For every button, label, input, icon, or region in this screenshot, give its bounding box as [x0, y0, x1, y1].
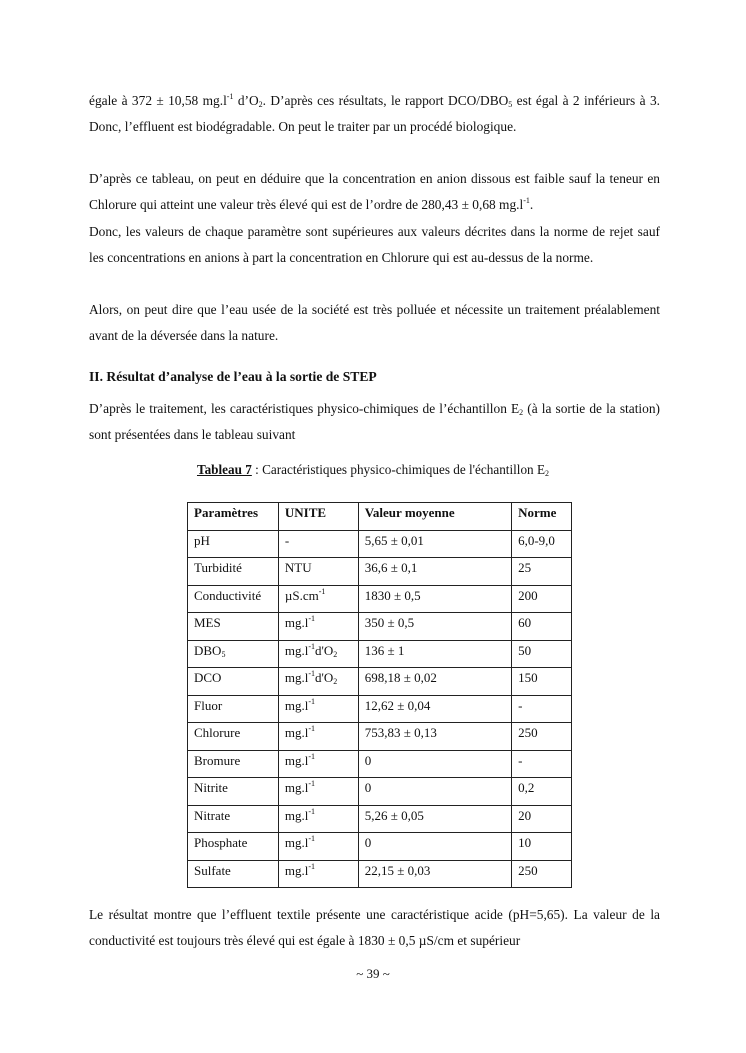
column-header-parameter: Paramètres	[188, 503, 279, 531]
cell-parameter: Chlorure	[188, 723, 279, 751]
cell-norm: 20	[512, 805, 572, 833]
cell-mean-value: 753,83 ± 0,13	[358, 723, 511, 751]
cell-mean-value: 0	[358, 833, 511, 861]
cell-unit: $mg.l^{-1}$	[278, 860, 358, 888]
paragraph-anion-concentration: D’après ce tableau, on peut en déduire que la concentration en anion dissous est faible sauf la teneur en Chlorure qui atteint une valeur très élevé qui est de l’ordre de 280,43 ± 0,68 $mg.l^{-1}$.	[89, 171, 660, 212]
cell-mean-value: 1830 ± 0,5	[358, 585, 511, 613]
table-row	[188, 723, 572, 751]
table-row	[188, 833, 572, 861]
cell-unit: $mg.l^{-1}$	[278, 723, 358, 751]
cell-unit: $mg.l^{-1}d'O_2$	[278, 640, 358, 668]
table-caption-label: Tableau 7	[196, 462, 252, 477]
table-row	[188, 695, 572, 723]
cell-parameter: $DBO_5$	[188, 640, 279, 668]
table-row	[188, 640, 572, 668]
table-caption: Tableau 7 : Caractéristiques physico-chimiques de l'échantillon $E_2$	[196, 462, 549, 478]
cell-norm: -	[512, 695, 572, 723]
cell-mean-value: 0	[358, 750, 511, 778]
cell-unit: -	[278, 530, 358, 558]
cell-parameter: Nitrite	[188, 778, 279, 806]
cell-norm: 150	[512, 668, 572, 696]
page-number: ~ 39 ~	[356, 966, 390, 981]
cell-mean-value: 136 ± 1	[358, 640, 511, 668]
cell-norm: 250	[512, 860, 572, 888]
cell-unit: $mg.l^{-1}$	[278, 613, 358, 641]
cell-unit: $mg.l^{-1}$	[278, 695, 358, 723]
cell-mean-value: 5,26 ± 0,05	[358, 805, 511, 833]
cell-norm: 200	[512, 585, 572, 613]
cell-parameter: Fluor	[188, 695, 279, 723]
column-header-unit: UNITE	[278, 503, 358, 531]
table-row	[188, 585, 572, 613]
cell-parameter: Nitrate	[188, 805, 279, 833]
column-header-mean-value: Valeur moyenne	[358, 503, 511, 531]
section-heading: II. Résultat d’analyse de l’eau à la sortie de STEP	[89, 369, 377, 384]
table-row	[188, 805, 572, 833]
table-header-row	[188, 503, 572, 531]
cell-parameter: Sulfate	[188, 860, 279, 888]
cell-unit: NTU	[278, 558, 358, 586]
cell-mean-value: 5,65 ± 0,01	[358, 530, 511, 558]
cell-norm: 0,2	[512, 778, 572, 806]
cell-parameter: MES	[188, 613, 279, 641]
cell-parameter: Phosphate	[188, 833, 279, 861]
table-row	[188, 750, 572, 778]
cell-unit: $mg.l^{-1}$	[278, 750, 358, 778]
cell-norm: 50	[512, 640, 572, 668]
cell-parameter: Bromure	[188, 750, 279, 778]
physico-chemical-table	[187, 502, 572, 888]
cell-parameter: Conductivité	[188, 585, 279, 613]
table-row	[188, 860, 572, 888]
cell-norm: 250	[512, 723, 572, 751]
cell-mean-value: 36,6 ± 0,1	[358, 558, 511, 586]
cell-norm: -	[512, 750, 572, 778]
cell-unit: $\mu S.cm^{-1}$	[278, 585, 358, 613]
cell-norm: 60	[512, 613, 572, 641]
paragraph-norm-comparison: Donc, les valeurs de chaque paramètre sont supérieures aux valeurs décrites dans la norme de rejet sauf les concentrations en anions à part la concentration en Chlorure qui est au-dessus de la norme.	[89, 224, 660, 265]
table-row	[188, 613, 572, 641]
table-row	[188, 778, 572, 806]
table-row	[188, 530, 572, 558]
cell-parameter: pH	[188, 530, 279, 558]
column-header-norm: Norme	[512, 503, 572, 531]
cell-mean-value: 350 ± 0,5	[358, 613, 511, 641]
cell-norm: 6,0-9,0	[512, 530, 572, 558]
paragraph-result-analysis: Le résultat montre que l’effluent textile présente une caractéristique acide (pH=5,65). La valeur de la conductivité est toujours très élevé qui est égale à 1830 ± 0,5 µS/cm et supérieur	[89, 907, 660, 948]
cell-norm: 25	[512, 558, 572, 586]
cell-unit: $mg.l^{-1}d'O_2$	[278, 668, 358, 696]
cell-parameter: DCO	[188, 668, 279, 696]
cell-mean-value: 698,18 ± 0,02	[358, 668, 511, 696]
table-row	[188, 558, 572, 586]
cell-parameter: Turbidité	[188, 558, 279, 586]
cell-mean-value: 0	[358, 778, 511, 806]
paragraph-table-intro: D’après le traitement, les caractéristiques physico-chimiques de l’échantillon $E_2$ (à la sortie de la station) sont présentées dans le tableau suivant	[89, 401, 660, 442]
paragraph-conclusion: Alors, on peut dire que l’eau usée de la société est très polluée et nécessite un traitement préalablement avant de la déversée dans la nature.	[89, 302, 660, 343]
table-row	[188, 668, 572, 696]
paragraph-dbo-result: égale à 372 ± 10,58 $mg.l^{-1}$ $d’O_2$. D’après ces résultats, le rapport DCO/$DBO_5$ est égal à 2 inférieurs à 3. Donc, l’effluent est biodégradable. On peut le traiter par un procédé biologique.	[89, 92, 661, 134]
cell-mean-value: 12,62 ± 0,04	[358, 695, 511, 723]
cell-norm: 10	[512, 833, 572, 861]
cell-mean-value: 22,15 ± 0,03	[358, 860, 511, 888]
cell-unit: $mg.l^{-1}$	[278, 805, 358, 833]
cell-unit: $mg.l^{-1}$	[278, 833, 358, 861]
cell-unit: $mg.l^{-1}$	[278, 778, 358, 806]
